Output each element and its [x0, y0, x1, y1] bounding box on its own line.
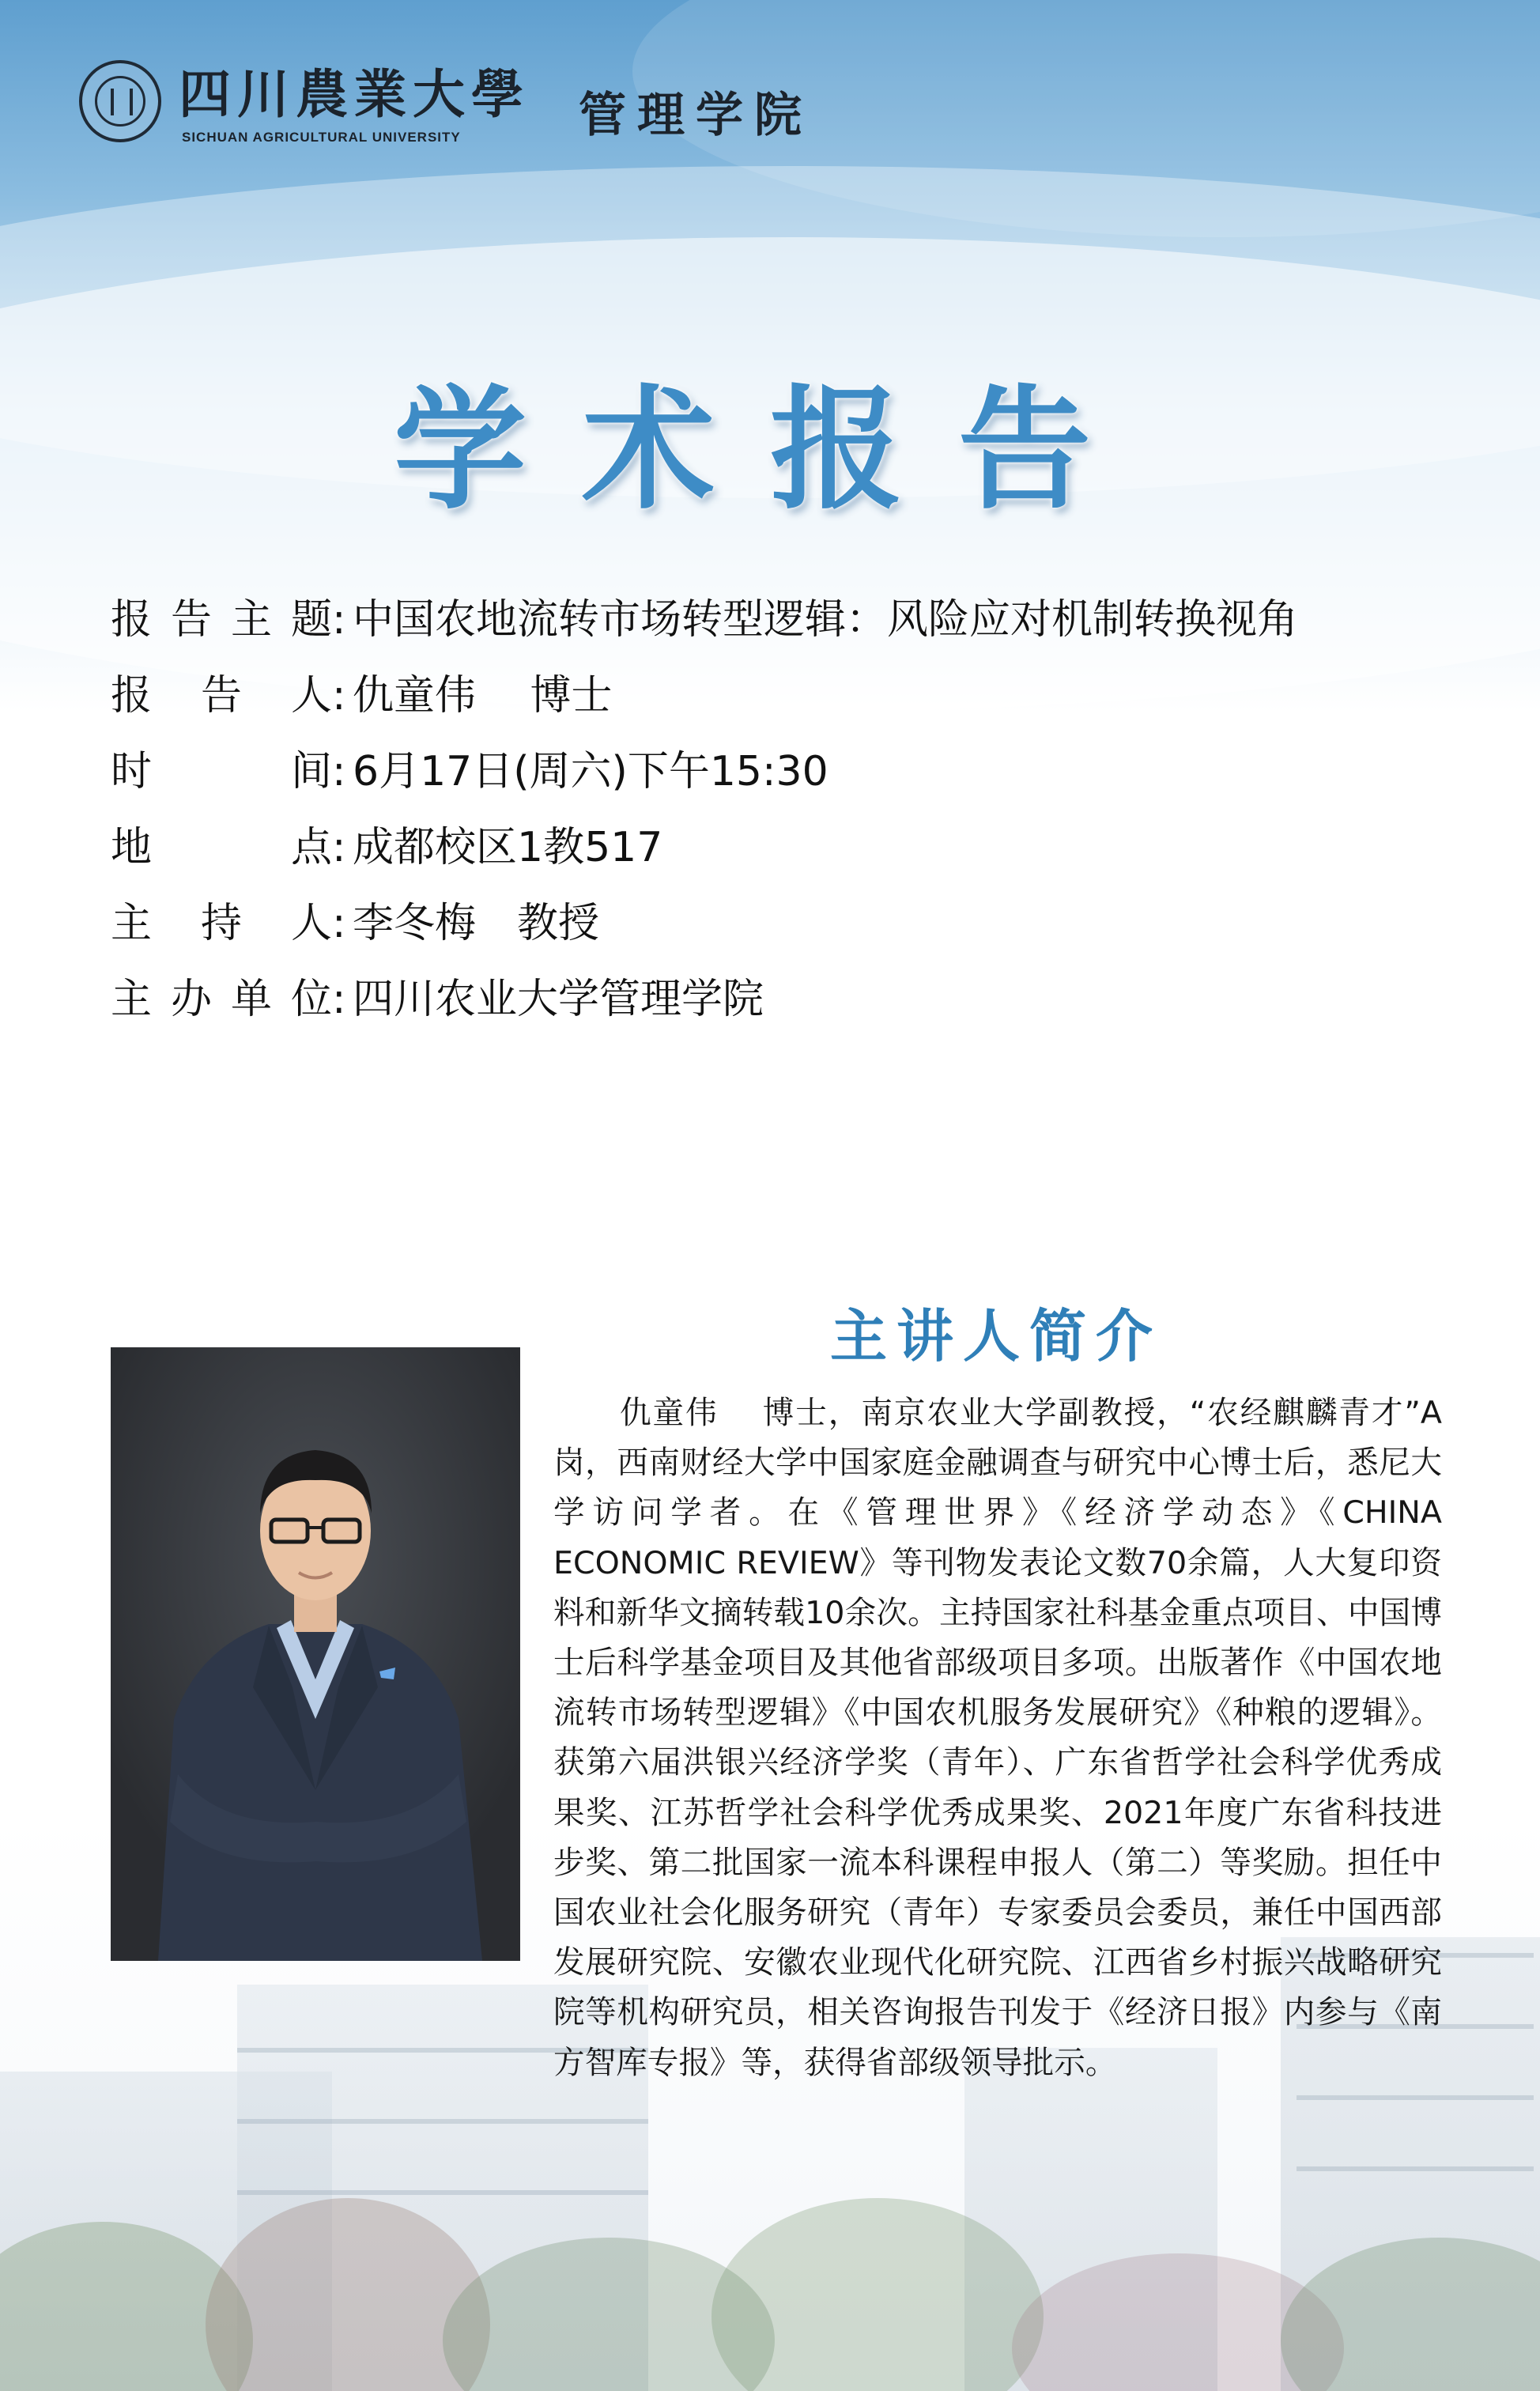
info-colon: : — [332, 976, 346, 1023]
info-colon: : — [332, 596, 346, 644]
info-value: 仇童伟 博士 — [353, 672, 613, 720]
info-label: 报告主题 — [111, 596, 332, 644]
info-row-host — [111, 886, 1486, 961]
info-value: 中国农地流转市场转型逻辑：风险应对机制转换视角 — [353, 596, 1299, 644]
info-label: 报告人 — [111, 672, 332, 720]
info-label: 地点 — [111, 824, 332, 871]
info-value: 李冬梅 教授 — [353, 900, 600, 947]
speaker-portrait — [111, 1347, 520, 1961]
header — [79, 57, 949, 152]
info-value: 6月17日(周六)下午15:30 — [353, 748, 829, 795]
info-colon: : — [332, 824, 346, 871]
event-info — [111, 582, 1486, 1037]
university-name-english: SICHUAN AGRICULTURAL UNIVERSITY — [182, 130, 461, 145]
bio-heading: 主讲人简介 — [830, 1302, 1163, 1369]
info-row-organizer — [111, 961, 1486, 1037]
university-name: 四川農業大學 — [179, 63, 530, 125]
speaker-photo — [111, 1347, 520, 1961]
university-seal-icon — [79, 60, 161, 142]
info-value: 成都校区1教517 — [353, 824, 663, 871]
info-colon: : — [332, 672, 346, 720]
department-name: 管理学院 — [579, 88, 813, 143]
info-row-time — [111, 734, 1486, 810]
info-colon: : — [332, 900, 346, 947]
info-row-location — [111, 810, 1486, 886]
info-label: 主持人 — [111, 900, 332, 947]
bio-paragraph: 仇童伟 博士，南京农业大学副教授，“农经麒麟青才”A岗，西南财经大学中国家庭金融调查与研究中心博士后，悉尼大学访问学者。在《管理世界》《经济学动态》《CHINA ECONOMIC REVIEW》等刊物发表论文数70余篇，人大复印资料和新华文摘转载10余次。主持国家社科基金重点项目、中国博士后科学基金项目及其他省部级项目多项。出版著作《中国农地流转市场转型逻辑》《中国农机服务发展研究》《种粮的逻辑》。获第六届洪银兴经济学奖（青年）、广东省哲学社会科学优秀成果奖、江苏哲学社会科学优秀成果奖、2021年度广东省科技进步奖、第二批国家一流本科课程申报人（第二）等奖励。担任中国农业社会化服务研究（青年）专家委员会委员，兼任中国西部发展研究院、安徽农业现代化研究院、江西省乡村振兴战略研究院等机构研究员，相关咨询报告刊发于《经济日报》内参与《南方智库专报》等，获得省部级领导批示。 — [553, 1395, 1442, 2081]
info-row-speaker — [111, 658, 1486, 734]
info-row-topic — [111, 582, 1486, 658]
info-value: 四川农业大学管理学院 — [353, 976, 764, 1023]
page-title: 学术报告 — [394, 371, 1146, 527]
info-label: 时间 — [111, 748, 332, 795]
info-colon: : — [332, 748, 346, 795]
info-label: 主办单位 — [111, 976, 332, 1023]
